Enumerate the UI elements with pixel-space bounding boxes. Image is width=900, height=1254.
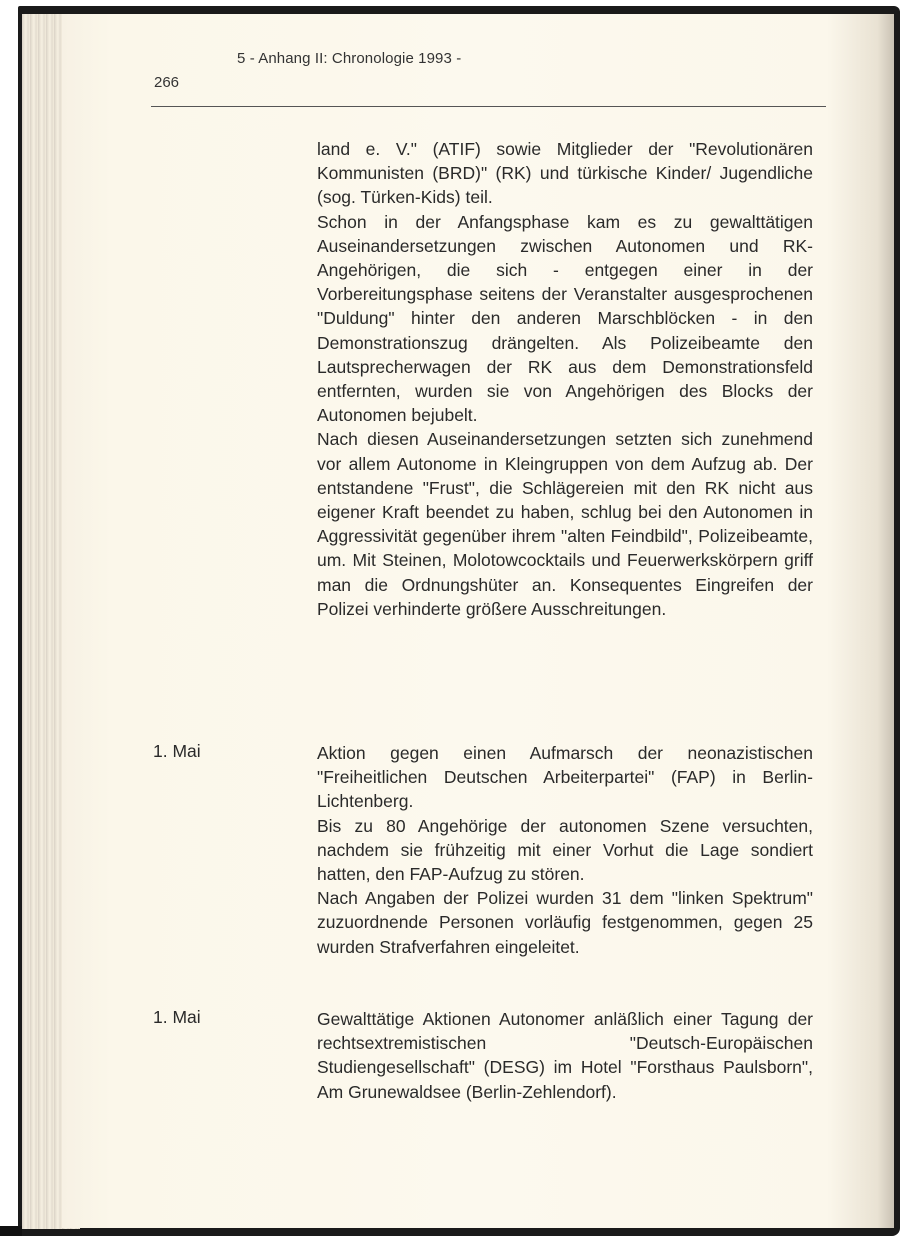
paragraph: land e. V." (ATIF) sowie Mitglieder der "Revolutionären Kommunisten (BRD)" (RK) und türkische Kinder/ Jugendliche (sog. Türken-Kids) teil. [317, 139, 813, 208]
entry-body [317, 1007, 813, 1104]
paragraph: Gewalttätige Aktionen Autonomer anläßlich einer Tagung der rechtsextremistischen "Deutsch-Europäischen Studiengesellschaft" (DESG) im Hotel "Forsthaus Paulsborn", Am Grunewaldsee (Berlin-Zehlendorf). [317, 1009, 813, 1102]
page-number: 266 [154, 74, 180, 91]
header-rule [151, 106, 826, 107]
continued-entry-body [317, 137, 813, 621]
entry-date: 1. Mai [153, 741, 201, 761]
paragraph: Nach diesen Auseinandersetzungen setzten sich zunehmend vor allem Autonome in Kleingruppen von dem Aufzug ab. Der entstandene "Frust", die Schlägereien mit den RK nicht aus eigener Kraft beendet zu haben, schlug bei den Autonomen in Aggressivität gegenüber ihrem "alten Feindbild", Polizeibeamte, um. Mit Steinen, Molotowcocktails und Feuerwerkskörpern griff man die Ordnungshüter an. Konsequentes Eingreifen der Polizei verhinderte größere Ausschreitungen. [317, 429, 813, 619]
paragraph: Schon in der Anfangsphase kam es zu gewalttätigen Auseinandersetzungen zwischen Autonomen und RK-Angehörigen, die sich - entgegen einer in der Vorbereitungsphase seitens der Veranstalter ausgesprochenen "Duldung" hinter den anderen Marschblöcken - in den Demonstrationszug drängelten. Als Polizeibeamte den Lautsprecherwagen der RK aus dem Demonstrationsfeld entfernten, wurden sie von Angehörigen des Blocks der Autonomen bejubelt. [317, 211, 813, 426]
book-corner [0, 1226, 22, 1236]
entry-date: 1. Mai [153, 1007, 201, 1027]
paragraph: Nach Angaben der Polizei wurden 31 dem "linken Spektrum" zuzuordnende Personen vorläufig festgenommen, gegen 25 wurden Strafverfahren eingeleitet. [317, 888, 813, 957]
paragraph: Bis zu 80 Angehörige der autonomen Szene versuchten, nachdem sie frühzeitig mit einer Vorhut die Lage sondiert hatten, den FAP-Aufzug zu stören. [317, 815, 813, 885]
entry-body [317, 741, 813, 959]
paragraph: Aktion gegen einen Aufmarsch der neonazistischen "Freiheitlichen Deutschen Arbeiterpartei" (FAP) in Berlin-Lichtenberg. [317, 743, 813, 812]
running-header: 5 - Anhang II: Chronologie 1993 - [237, 50, 462, 67]
